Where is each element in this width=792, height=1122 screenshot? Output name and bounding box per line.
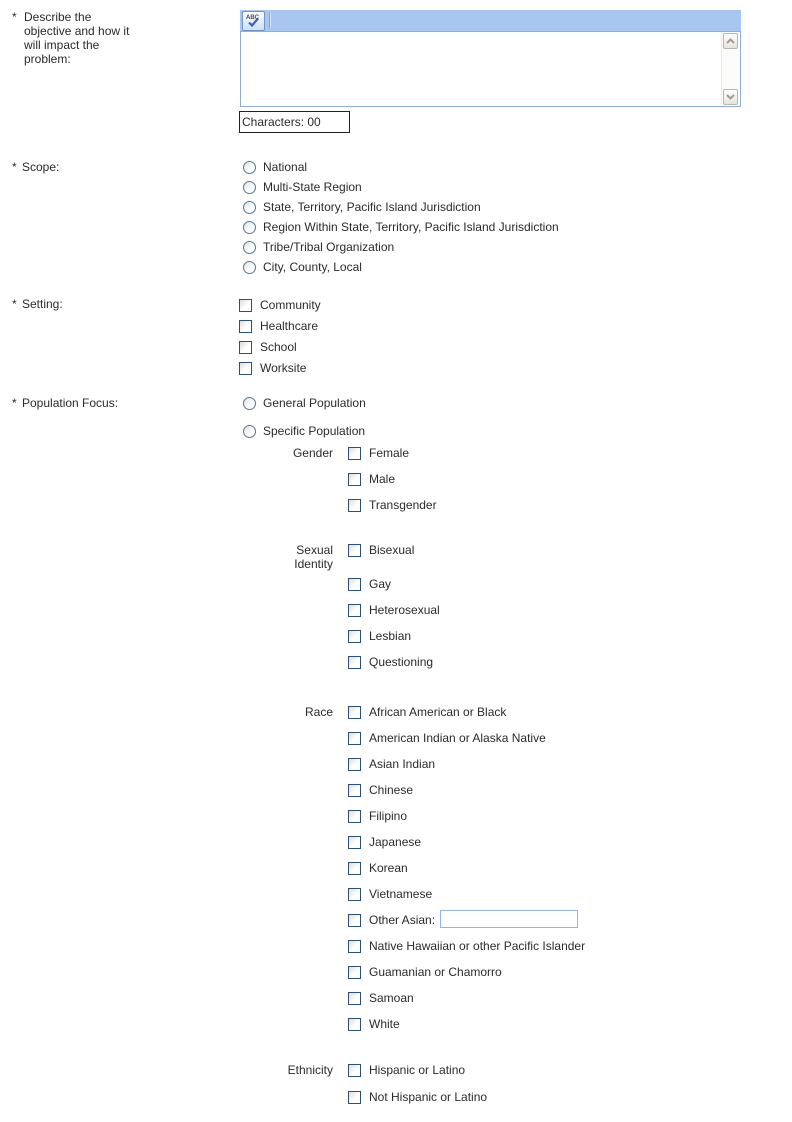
- describe-label-text: Describe the objective and how it will impact the problem:: [24, 10, 130, 66]
- sexual-identity-bisexual-checkbox[interactable]: [348, 544, 361, 557]
- option-label: Questioning: [369, 655, 434, 669]
- other-asian-input[interactable]: [440, 910, 578, 928]
- option-label: Community: [260, 298, 321, 312]
- character-counter: [239, 111, 350, 133]
- race-option-row: [348, 861, 585, 887]
- race-white-checkbox[interactable]: [348, 1018, 361, 1031]
- option-label: School: [260, 340, 297, 354]
- race-vietnamese-checkbox[interactable]: [348, 888, 361, 901]
- rich-text-editor: [240, 10, 741, 107]
- sexual-identity-heterosexual-checkbox[interactable]: [348, 604, 361, 617]
- option-label: Vietnamese: [369, 887, 433, 901]
- race-group-label: Race: [304, 705, 333, 719]
- gender-option-row: [348, 472, 437, 498]
- option-label: Bisexual: [369, 543, 415, 557]
- setting-option-row: [239, 361, 321, 382]
- gender-option-row: [348, 446, 437, 472]
- option-label: Multi-State Region: [263, 180, 362, 194]
- specific-population-radio[interactable]: [243, 425, 256, 438]
- scope-multistate-radio[interactable]: [243, 181, 256, 194]
- race-japanese-checkbox[interactable]: [348, 836, 361, 849]
- race-option-row: [348, 731, 585, 757]
- race-asian-indian-checkbox[interactable]: [348, 758, 361, 771]
- sexual-identity-option-row: [348, 577, 440, 603]
- gender-female-checkbox[interactable]: [348, 447, 361, 460]
- setting-label: [12, 297, 63, 311]
- option-label: Native Hawaiian or other Pacific Islander: [369, 939, 586, 953]
- ethnicity-option-row: [348, 1063, 487, 1090]
- general-population-radio[interactable]: [243, 397, 256, 410]
- scope-option-row: [243, 160, 559, 180]
- option-label: Chinese: [369, 783, 414, 797]
- scope-options: [243, 160, 559, 280]
- race-american-indian-checkbox[interactable]: [348, 732, 361, 745]
- ethnicity-not-hispanic-checkbox[interactable]: [348, 1091, 361, 1104]
- option-label: Asian Indian: [369, 757, 436, 771]
- option-label: Hispanic or Latino: [369, 1063, 466, 1077]
- sexual-identity-gay-checkbox[interactable]: [348, 578, 361, 591]
- svg-text:ABC: ABC: [246, 14, 259, 21]
- setting-community-checkbox[interactable]: [239, 299, 252, 312]
- scope-label-text: Scope:: [22, 160, 60, 174]
- chevron-down-icon: [725, 93, 736, 101]
- option-label: Specific Population: [263, 424, 366, 438]
- race-chinese-checkbox[interactable]: [348, 784, 361, 797]
- gender-option-row: [348, 498, 437, 524]
- ethnicity-group: [258, 1063, 487, 1117]
- race-option-row: [348, 783, 585, 809]
- scroll-down-button[interactable]: [723, 89, 738, 105]
- setting-option-row: [239, 319, 321, 340]
- race-option-row: [348, 705, 585, 731]
- scope-label: [12, 160, 59, 174]
- population-focus-label-text: Population Focus:: [22, 396, 119, 410]
- setting-worksite-checkbox[interactable]: [239, 362, 252, 375]
- editor-toolbar: [240, 10, 741, 31]
- population-focus-option-row: [243, 396, 366, 424]
- population-focus-options: [243, 396, 366, 452]
- setting-label-text: Setting:: [22, 297, 63, 311]
- gender-male-checkbox[interactable]: [348, 473, 361, 486]
- race-native-hawaiian-checkbox[interactable]: [348, 940, 361, 953]
- objective-textbox: [240, 31, 741, 107]
- race-option-row: [348, 835, 585, 861]
- race-option-row: [348, 809, 585, 835]
- gender-group: [258, 446, 437, 524]
- chevron-up-icon: [725, 37, 736, 45]
- scope-option-row: [243, 180, 559, 200]
- gender-group-label: Gender: [292, 446, 333, 460]
- scope-tribe-radio[interactable]: [243, 241, 256, 254]
- required-marker: *: [12, 10, 17, 24]
- scope-option-row: [243, 240, 559, 260]
- option-label: Samoan: [369, 991, 414, 1005]
- option-label: Other Asian:: [369, 913, 436, 927]
- race-african-american-checkbox[interactable]: [348, 706, 361, 719]
- sexual-identity-option-row: [348, 655, 440, 681]
- spellcheck-icon: [245, 13, 262, 29]
- option-label: American Indian or Alaska Native: [369, 731, 546, 745]
- option-label: Not Hispanic or Latino: [369, 1090, 488, 1104]
- race-option-row: [348, 913, 585, 939]
- ethnicity-group-label: Ethnicity: [287, 1063, 333, 1077]
- objective-textarea[interactable]: [241, 32, 722, 106]
- required-marker: *: [12, 160, 17, 174]
- option-label: White: [369, 1017, 400, 1031]
- setting-options: [239, 298, 321, 382]
- option-label: National: [263, 160, 308, 174]
- option-label: Lesbian: [369, 629, 412, 643]
- race-option-row: [348, 757, 585, 783]
- option-label: City, County, Local: [263, 260, 362, 274]
- sexual-identity-group-label: Sexual Identity: [294, 543, 333, 571]
- option-label: Healthcare: [260, 319, 319, 333]
- option-label: Worksite: [260, 361, 307, 375]
- race-samoan-checkbox[interactable]: [348, 992, 361, 1005]
- setting-school-checkbox[interactable]: [239, 341, 252, 354]
- race-option-row: [348, 939, 585, 965]
- gender-transgender-checkbox[interactable]: [348, 499, 361, 512]
- race-korean-checkbox[interactable]: [348, 862, 361, 875]
- scope-region-within-state-radio[interactable]: [243, 221, 256, 234]
- race-option-row: [348, 1017, 585, 1043]
- option-label: Male: [369, 472, 396, 486]
- option-label: Tribe/Tribal Organization: [263, 240, 395, 254]
- toolbar-separator: [269, 13, 271, 28]
- option-label: African American or Black: [369, 705, 507, 719]
- setting-option-row: [239, 340, 321, 361]
- scope-option-row: [243, 220, 559, 240]
- scroll-up-button[interactable]: [723, 33, 738, 49]
- sexual-identity-option-row: [348, 603, 440, 629]
- ethnicity-hispanic-checkbox[interactable]: [348, 1064, 361, 1077]
- race-option-row: [348, 965, 585, 991]
- option-label: State, Territory, Pacific Island Jurisdiction: [263, 200, 481, 214]
- ethnicity-option-row: [348, 1090, 487, 1117]
- option-label: Transgender: [369, 498, 437, 512]
- scope-city-county-local-radio[interactable]: [243, 261, 256, 274]
- scrollbar[interactable]: [721, 33, 739, 105]
- option-label: Gay: [369, 577, 392, 591]
- sexual-identity-option-row: [348, 629, 440, 655]
- sexual-identity-questioning-checkbox[interactable]: [348, 656, 361, 669]
- option-label: Guamanian or Chamorro: [369, 965, 502, 979]
- option-label: Filipino: [369, 809, 408, 823]
- scope-option-row: [243, 260, 559, 280]
- scope-national-radio[interactable]: [243, 161, 256, 174]
- setting-healthcare-checkbox[interactable]: [239, 320, 252, 333]
- sexual-identity-option-row: [348, 543, 440, 577]
- option-label: Japanese: [369, 835, 422, 849]
- spellcheck-button[interactable]: [242, 11, 265, 31]
- option-label: Heterosexual: [369, 603, 440, 617]
- character-counter-text: Characters: 00: [242, 115, 321, 129]
- race-guamanian-checkbox[interactable]: [348, 966, 361, 979]
- option-label: Female: [369, 446, 410, 460]
- race-other-asian-checkbox[interactable]: [348, 914, 361, 927]
- scope-state-radio[interactable]: [243, 201, 256, 214]
- scope-option-row: [243, 200, 559, 220]
- describe-label: [12, 10, 136, 66]
- sexual-identity-lesbian-checkbox[interactable]: [348, 630, 361, 643]
- required-marker: *: [12, 297, 17, 311]
- setting-option-row: [239, 298, 321, 319]
- race-filipino-checkbox[interactable]: [348, 810, 361, 823]
- required-marker: *: [12, 396, 17, 410]
- sexual-identity-group: [258, 543, 440, 681]
- option-label: Region Within State, Territory, Pacific Island Jurisdiction: [263, 220, 559, 234]
- population-focus-label: [12, 396, 118, 410]
- option-label: General Population: [263, 396, 366, 410]
- race-option-row: [348, 991, 585, 1017]
- option-label: Korean: [369, 861, 408, 875]
- race-group: [258, 705, 585, 1043]
